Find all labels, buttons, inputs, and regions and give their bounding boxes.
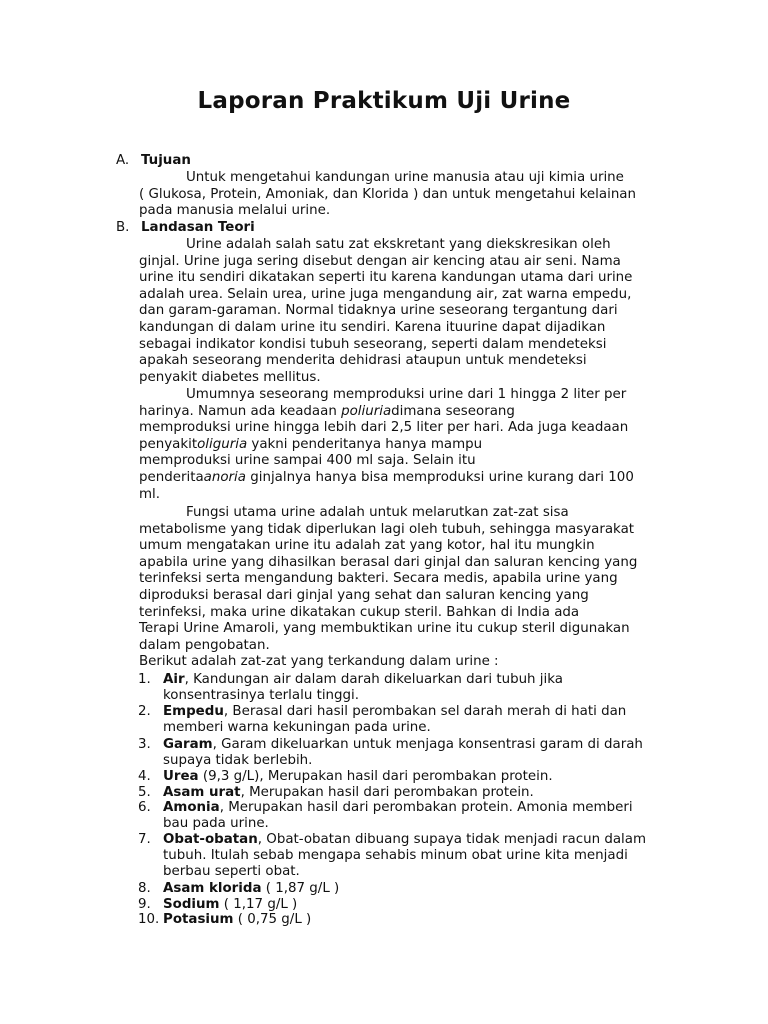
item-text: , Merupakan hasil dari perombakan protein. Amonia memberi xyxy=(219,800,633,815)
item-term: Urea xyxy=(163,769,199,784)
text-line xyxy=(139,470,679,487)
text-line: Fungsi utama urine adalah untuk melarutkan zat-zat sisa xyxy=(186,505,569,520)
text-run: penyakit xyxy=(139,436,198,452)
section-label: Landasan Teori xyxy=(141,220,255,235)
text-line: Umumnya seseorang memproduksi urine dari 1 hingga 2 liter per xyxy=(186,387,627,402)
text-line xyxy=(163,769,553,785)
text-line: sebagai indikator kondisi tubuh seseorang, seperti dalam mendeteksi xyxy=(139,336,607,352)
item-text: , Obat-obatan dibuang supaya tidak menjadi racun dalam xyxy=(257,832,647,847)
item-term: Sodium xyxy=(163,897,220,912)
text-line: Berikut adalah zat-zat yang terkandung dalam urine : xyxy=(139,654,499,670)
text-line: Untuk mengetahui kandungan urine manusia atau uji kimia urine xyxy=(186,170,624,185)
text-line: dalam pengobatan. xyxy=(139,637,270,653)
text-line: umum mengatakan urine itu adalah zat yang kotor, hal itu mungkin xyxy=(139,538,595,554)
text-line xyxy=(163,704,626,720)
item-term: Garam xyxy=(163,737,213,752)
text-line: supaya tidak berlebih. xyxy=(163,753,313,769)
term-poliuria: poliuria xyxy=(341,403,392,419)
item-term: Potasium xyxy=(163,912,234,927)
item-text: , Kandungan air dalam darah dikeluarkan dari tubuh jika xyxy=(184,672,563,687)
text-line: Urine adalah salah satu zat ekskretant yang diekskresikan oleh xyxy=(186,237,611,252)
list-item-body xyxy=(163,785,534,801)
text-line xyxy=(163,897,297,913)
list-item-body xyxy=(163,832,646,881)
list-number: 4. xyxy=(138,769,151,784)
text-line xyxy=(163,832,646,848)
text-line: apakah seseorang menderita dehidrasi ataupun untuk mendeteksi xyxy=(139,353,587,369)
text-line: bau pada urine. xyxy=(163,816,269,832)
item-text: ( 0,75 g/L ) xyxy=(233,912,312,927)
list-item-body xyxy=(163,769,553,785)
text-line xyxy=(163,881,339,897)
list-number: 8. xyxy=(138,881,151,896)
section-number: B. xyxy=(116,220,130,235)
item-term: Empedu xyxy=(163,704,224,719)
text-run: penderita xyxy=(139,469,204,485)
text-line: penyakit diabetes mellitus. xyxy=(139,369,321,385)
text-line: adalah urea. Selain urea, urine juga mengandung air, zat warna empedu, xyxy=(139,286,632,302)
text-line: ( Glukosa, Protein, Amoniak, dan Klorida ) dan untuk mengetahui kelainan xyxy=(139,186,636,202)
list-item-body xyxy=(163,800,633,832)
item-term: Amonia xyxy=(163,800,220,815)
text-line xyxy=(163,737,643,753)
list-item-body xyxy=(163,881,339,897)
list-number: 3. xyxy=(138,737,151,752)
text-line: memberi warna kekuningan pada urine. xyxy=(163,720,431,736)
text-line: metabolisme yang tidak diperlukan lagi oleh tubuh, sehingga masyarakat xyxy=(139,521,635,537)
list-item-body xyxy=(163,912,311,928)
text-line: kandungan di dalam urine itu sendiri. Karena ituurine dapat dijadikan xyxy=(139,319,606,335)
tujuan-paragraph xyxy=(139,170,679,220)
text-run: yakni penderitanya hanya mampu xyxy=(247,436,483,452)
teori-paragraph-3 xyxy=(139,505,679,671)
item-term: Air xyxy=(163,672,185,687)
text-line xyxy=(163,785,534,801)
text-run: dimana seseorang xyxy=(391,403,515,419)
text-line xyxy=(163,912,311,928)
text-line: ginjal. Urine juga sering disebut dengan air kencing atau air seni. Nama xyxy=(139,253,621,269)
item-text: , Garam dikeluarkan untuk menjaga konsentrasi garam di darah xyxy=(212,737,643,752)
text-line: tubuh. Itulah sebab mengapa sehabis minum obat urine kita menjadi xyxy=(163,848,628,864)
text-line: ml. xyxy=(139,486,161,502)
item-term: Asam urat xyxy=(163,785,241,800)
text-line xyxy=(163,672,563,688)
text-line xyxy=(163,800,633,816)
item-term: Obat-obatan xyxy=(163,832,258,847)
list-item-body xyxy=(163,897,297,913)
list-number: 1. xyxy=(138,672,151,687)
text-line: Terapi Urine Amaroli, yang membuktikan urine itu cukup steril digunakan xyxy=(139,621,630,637)
section-number: A. xyxy=(116,153,130,168)
text-run: ginjalnya hanya bisa memproduksi urine kurang dari 100 xyxy=(245,469,634,485)
text-line: diproduksi berasal dari ginjal yang sehat dan saluran kencing yang xyxy=(139,587,589,603)
term-oliguria: oliguria xyxy=(197,436,248,452)
text-line: terinfeksi serta mengandung bakteri. Secara medis, apabila urine yang xyxy=(139,571,618,587)
item-text: , Berasal dari hasil perombakan sel darah merah di hati dan xyxy=(223,704,627,719)
list-number: 9. xyxy=(138,897,151,912)
item-text: ( 1,87 g/L ) xyxy=(261,881,340,896)
text-line: memproduksi urine sampai 400 ml saja. Selain itu xyxy=(139,453,476,469)
item-text: (9,3 g/L), Merupakan hasil dari perombakan protein. xyxy=(198,769,553,784)
section-label: Tujuan xyxy=(141,153,191,168)
text-line: urine itu sendiri dikatakan seperti itu karena kandungan utama dari urine xyxy=(139,270,633,286)
list-item-body xyxy=(163,704,626,736)
list-item-body xyxy=(163,672,563,704)
teori-paragraph-2 xyxy=(139,387,679,503)
text-line: apabila urine yang dihasilkan berasal dari ginjal dan saluran kencing yang xyxy=(139,554,638,570)
term-anoria: anoria xyxy=(203,469,246,485)
item-text: , Merupakan hasil dari perombakan protein. xyxy=(240,785,534,800)
text-line: memproduksi urine hingga lebih dari 2,5 liter per hari. Ada juga keadaan xyxy=(139,420,629,436)
item-text: ( 1,17 g/L ) xyxy=(219,897,298,912)
text-line: konsentrasinya terlalu tinggi. xyxy=(163,688,360,704)
text-line xyxy=(139,437,679,454)
list-number: 6. xyxy=(138,800,151,815)
list-number: 7. xyxy=(138,832,151,847)
list-number: 5. xyxy=(138,785,151,800)
text-line: pada manusia melalui urine. xyxy=(139,203,331,219)
item-term: Asam klorida xyxy=(163,881,262,896)
list-number: 10. xyxy=(138,912,160,927)
list-number: 2. xyxy=(138,704,151,719)
teori-paragraph-1 xyxy=(139,237,679,386)
text-line xyxy=(139,404,679,421)
text-line: berbau seperti obat. xyxy=(163,864,300,880)
document-title: Laporan Praktikum Uji Urine xyxy=(197,88,571,114)
list-item-body xyxy=(163,737,643,769)
text-run: harinya. Namun ada keadaan xyxy=(139,403,342,419)
text-line: terinfeksi, maka urine dikatakan cukup steril. Bahkan di India ada xyxy=(139,604,580,620)
text-line: dan garam-garaman. Normal tidaknya urine seseorang tergantung dari xyxy=(139,303,618,319)
